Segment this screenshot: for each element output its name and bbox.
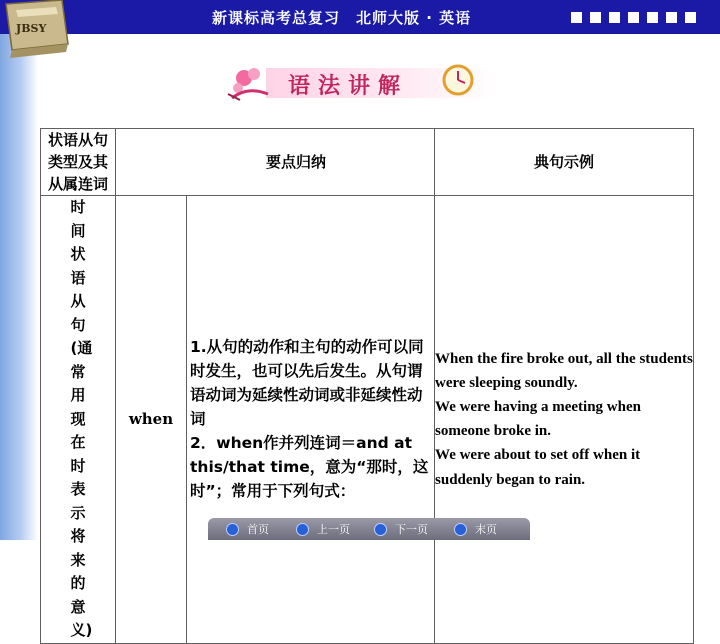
clause-type-label: 时间状语从句(通常用现在时表示将来的意义) [70, 198, 93, 639]
example-sentence: We were having a meeting when someone broke in. [435, 399, 641, 440]
bullet-icon [454, 523, 467, 536]
square-icon [571, 12, 582, 23]
bullet-icon [226, 523, 239, 536]
point-item: 1.从句的动作和主句的动作可以同时发生，也可以先后发生。从句谓语动词为延续性动词或非延续性动词 [190, 338, 424, 429]
next-page-button[interactable] [374, 520, 428, 538]
previous-page-label: 上一页 [317, 523, 350, 536]
first-page-button[interactable] [226, 520, 269, 538]
header-bar [0, 0, 720, 34]
points-cell [187, 196, 435, 644]
square-icon [647, 12, 658, 23]
bullet-icon [374, 523, 387, 536]
table-header-row [41, 129, 694, 196]
last-page-label: 末页 [475, 523, 497, 536]
slide-navigation [208, 518, 530, 540]
header-decoration [571, 12, 696, 23]
example-sentence: When the fire broke out, all the students were sleeping soundly. [435, 350, 693, 391]
next-page-label: 下一页 [395, 523, 428, 536]
flower-icon [226, 64, 274, 102]
logo-text: JBSY [16, 22, 47, 35]
header-points-cell: 要点归纳 [116, 129, 435, 196]
table-row [41, 196, 694, 644]
clause-type-cell [41, 196, 116, 644]
examples-cell [435, 196, 694, 644]
conjunction-cell: when [116, 196, 187, 644]
square-icon [628, 12, 639, 23]
example-sentence: We were about to set off when it suddenly began to rain. [435, 447, 641, 488]
clock-icon [438, 62, 478, 98]
square-icon [666, 12, 677, 23]
first-page-label: 首页 [247, 523, 269, 536]
point-item: 2．when作并列连词＝and at this/that time，意为“那时，这时”；常用于下列句式： [190, 434, 429, 501]
section-banner [226, 60, 494, 104]
header-type-cell: 状语从句类型及其从属连词 [41, 129, 116, 196]
square-icon [609, 12, 620, 23]
points-text [190, 335, 431, 503]
left-decoration-strip [0, 34, 38, 540]
square-icon [685, 12, 696, 23]
book-logo [2, 0, 80, 62]
header-title: 新课标高考总复习 北师大版 · 英语 [212, 9, 472, 27]
section-heading: 语法讲解 [288, 73, 409, 99]
square-icon [590, 12, 601, 23]
previous-page-button[interactable] [296, 520, 350, 538]
header-examples-cell: 典句示例 [435, 129, 694, 196]
bullet-icon [296, 523, 309, 536]
grammar-table [40, 128, 694, 644]
last-page-button[interactable] [454, 520, 497, 538]
